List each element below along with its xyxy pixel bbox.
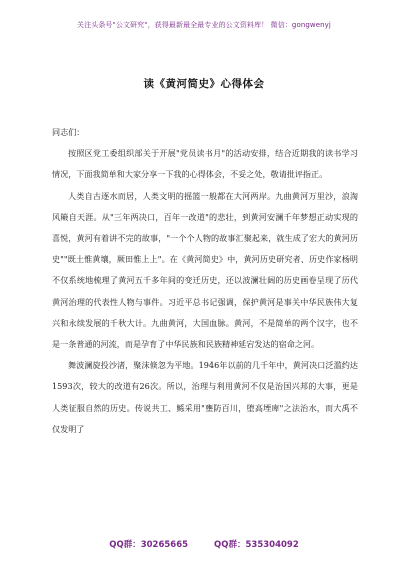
paragraph-3: 舞波澜旋投沙渚，聚沫倏忽为平地。1946年以前的几千年中，黄河决口泛滥约达1593次，较大的改道有26次。所以，治理与利用黄河不仅是治国兴邦的大事，更是人类征服自然的历史。传说共工、鲧采用"壅防百川，堕高堙庳"之法治水，而大禹不仅发明了	[52, 360, 358, 434]
header-banner: 关注头条号"公文研究"，获得最新最全最专业的公文资料库！ 微信：gongwenyj	[77, 21, 331, 29]
document-body	[52, 122, 358, 440]
document-title: 读《黄河简史》心得体会	[143, 78, 265, 90]
footer-qq-group-2: QQ群：535304092	[214, 540, 299, 550]
footer	[0, 538, 408, 550]
paragraph-1: 按照区党工委组织部关于开展"党员读书月"的活动安排，结合近期我的读书学习情况，下面我简单和大家分享一下我的心得体会，不妥之处，敬请批评指正。	[52, 148, 358, 180]
salutation: 同志们：	[52, 127, 85, 137]
paragraph-2: 人类自古逐水而居，人类文明的摇篮一般都在大河两岸。九曲黄河万里沙，浪淘风簸自天涯。从"三年两决口，百年一改道"的悲壮，到黄河安澜千年梦想正动实现的喜悦，黄河有着讲不完的故事，"一个个人物的故事汇聚起来，就生成了宏大的黄河历史""既土惟黄壤，厥田惟上上"。在《黄河简史》中，黄河历史研究者、历史作家杨明不仅系统地梳理了黄河五千多年间的变迁历史，还以波澜壮阔的历史画卷呈现了历代黄河治理的代表性人物与事件。习近平总书记强调，保护黄河是事关中华民族伟大复兴和永续发展的千秋大计。九曲黄河，大国血脉。黄河，不是简单的两个汉字，也不是一条普通的河流，而是孕育了中华民族和民族精神延宕发达的宿命之河。	[52, 190, 358, 350]
footer-qq-group-1: QQ群：30265665	[109, 540, 189, 550]
